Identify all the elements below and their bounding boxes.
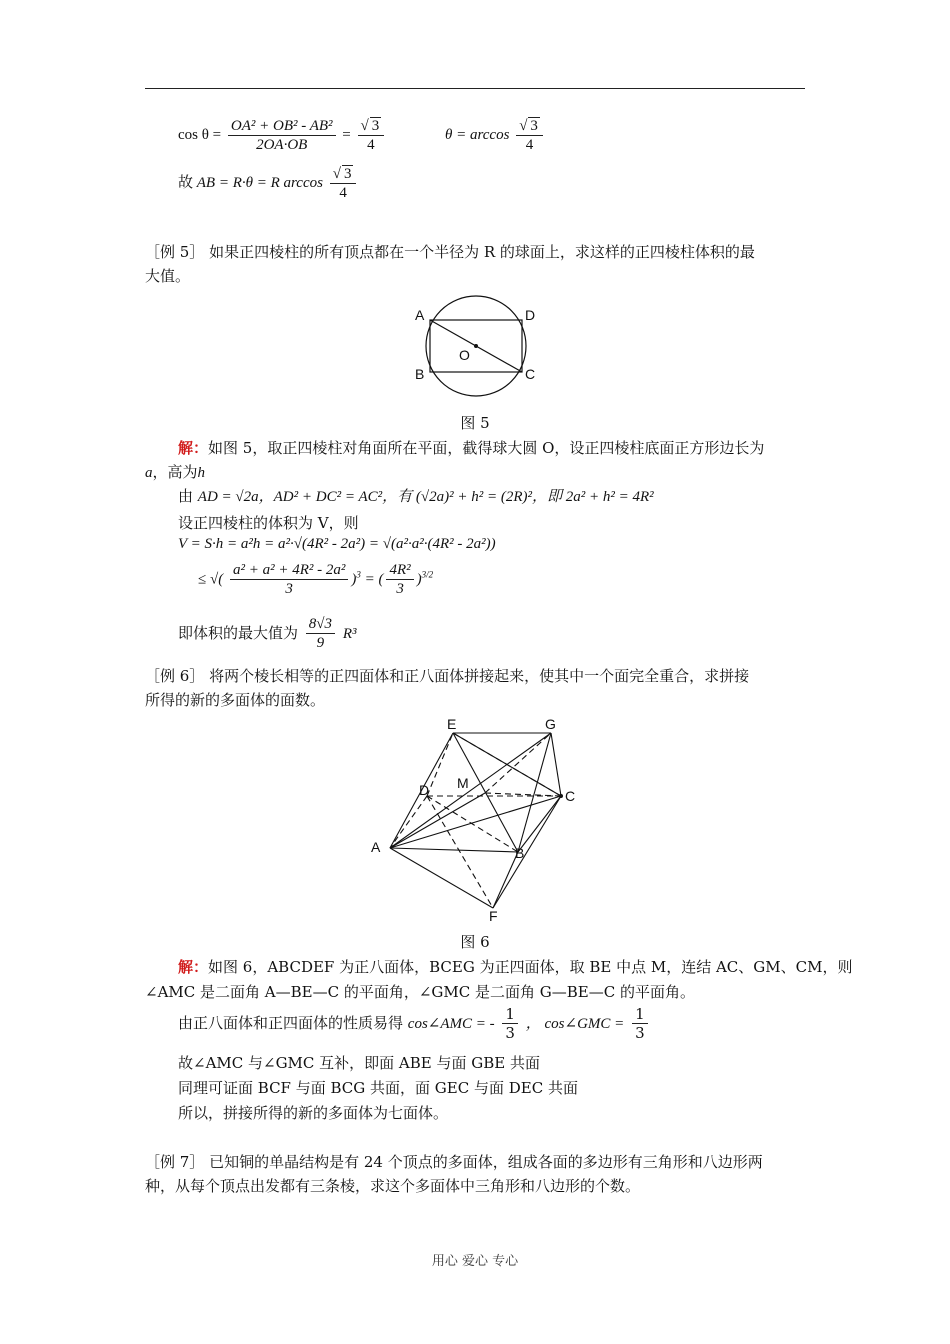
volume-inequality: ≤ √( $\frac{\text{a² + a² + 4R² - 2a²}}{3}$ )$^3$ = ( $\frac{\text{4R²}}{3}$ )$^{3/2}$ (198, 562, 434, 598)
label-d: D (525, 307, 536, 323)
cos-theta-formula: cos θ = $\frac{\text{OA² + OB² - AB²}}{2OA\cdot OB}$ = $\frac{√ 3}{4}$ (178, 117, 387, 154)
label-e: E (447, 716, 457, 732)
relation-line: 由 AD = √2a，AD² + DC² = AC²，有 (√2a)² + h² = (2R)²，即 2a² + h² = 4R² (178, 487, 654, 505)
example5-solution: 解：如图 5，取正四棱柱对角面所在平面，截得球大圆 O，设正四棱柱底面正方形边长为 (178, 439, 765, 457)
volume-equation: V = S·h = a²h = a²·√(4R² - 2a²) = √(a²·a²·(4R² - 2a²)) (178, 536, 496, 552)
figure6-caption: 图 6 (460, 933, 490, 951)
supplementary-line: 故∠AMC 与∠GMC 互补，即面 ABE 与面 GBE 共面 (178, 1054, 540, 1072)
label-a: A (371, 839, 381, 855)
label-o: O (459, 347, 470, 363)
center-dot (474, 344, 478, 348)
example5-question: ［例 5］ 如果正四棱柱的所有顶点都在一个半径为 R 的球面上，求这样的正四棱柱体积的最 大值。 (145, 243, 755, 285)
label-g: G (545, 716, 556, 732)
figure5 (410, 292, 550, 404)
conclusion-line: 所以，拼接所得的新的多面体为七面体。 (178, 1104, 449, 1122)
max-volume-line: 即体积的最大值为 $\frac{8√3}{9}$ R³ (178, 616, 357, 652)
figure5-caption: 图 5 (460, 414, 490, 432)
header-rule (145, 88, 805, 89)
cosine-values: 由正八面体和正四面体的性质易得 cos∠AMC = - $\frac{1}{3}$ ， cos∠GMC = $\frac{1}{3}$ (178, 1006, 651, 1042)
coplanar-line: 同理可证面 BCF 与面 BCG 共面，面 GEC 与面 DEC 共面 (178, 1079, 578, 1097)
label-d: D (419, 782, 430, 798)
label-b: B (415, 366, 425, 382)
theta-arccos-formula: θ = arccos $\frac{√ 3}{4}$ (445, 117, 546, 154)
example7-question: ［例 7］ 已知铜的单晶结构是有 24 个顶点的多面体，组成各面的多边形有三角形和八边形两 种，从每个顶点出发都有三条棱，求这个多面体中三角形和八边形的个数。 (145, 1153, 763, 1195)
example6-solution: 解：如图 6，ABCDEF 为正八面体，BCEG 为正四面体，取 BE 中点 M，连结 AC、GM、CM，则 (178, 958, 853, 976)
label-m: M (457, 775, 469, 791)
solution-tag: 解： (178, 958, 209, 976)
example5-solution-line2: a，高为h (145, 463, 206, 481)
solution-tag: 解： (178, 439, 209, 457)
example6-question: ［例 6］ 将两个棱长相等的正四面体和正八面体拼接起来，使其中一个面完全重合，求拼接 所得的新的多面体的面数。 (145, 667, 750, 709)
figure6 (365, 715, 585, 925)
page-footer: 用心 爱心 专心 (431, 1254, 519, 1269)
label-c: C (565, 788, 576, 804)
label-c: C (525, 366, 536, 382)
label-b: B (515, 845, 525, 861)
label-f: F (489, 908, 498, 924)
label-a: A (415, 307, 425, 323)
volume-definition: 设正四棱柱的体积为 V，则 (178, 514, 359, 532)
example6-solution-line2: ∠AMC 是二面角 A—BE—C 的平面角，∠GMC 是二面角 G—BE—C 的平面角。 (145, 983, 695, 1001)
arc-length-formula: 故 AB = R·θ = R arccos $\frac{√ 3}{4}$ (178, 165, 359, 202)
